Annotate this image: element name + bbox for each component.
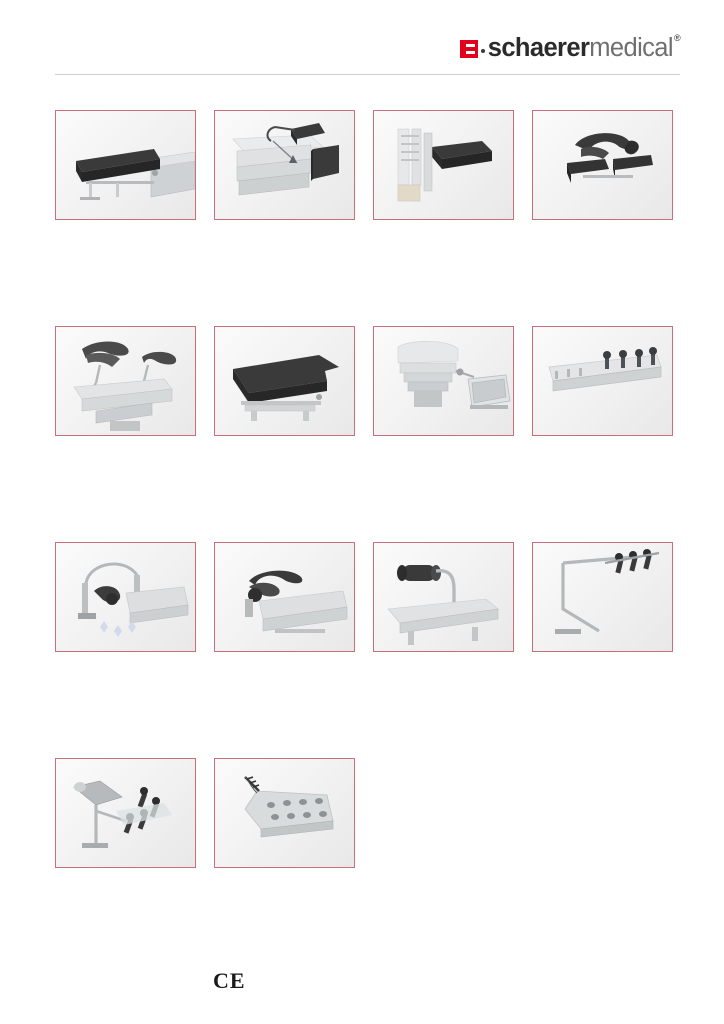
ot-table-head-rest-accessory-icon — [533, 111, 673, 220]
product-thumbnail-arm-support — [214, 110, 355, 220]
product-thumbnail-roller-support — [373, 542, 514, 652]
ot-table-perforated-plate-accessory-icon — [215, 759, 355, 868]
ot-table-leg-plate-accessory-icon — [56, 111, 196, 220]
product-thumbnail-extension-arm — [532, 542, 673, 652]
product-thumbnail-side-rail-clamp-bar — [532, 326, 673, 436]
product-thumbnail-leg-plate — [55, 110, 196, 220]
product-thumbnail-traction-frame — [55, 758, 196, 868]
product-thumbnail-shoulder-support — [55, 542, 196, 652]
product-thumbnail-head-clamp — [214, 542, 355, 652]
product-thumbnail-collection-tray — [373, 326, 514, 436]
ot-table-roller-support-accessory-icon — [374, 543, 514, 652]
brand-name-bold: schaerer — [487, 34, 590, 62]
ot-table-seat-plate-accessory-icon — [215, 327, 355, 436]
header-divider — [55, 74, 680, 75]
product-thumbnail-leg-holder-pair — [55, 326, 196, 436]
image-row — [55, 758, 675, 868]
brand-logo — [460, 33, 680, 62]
schaerer-square-logo-icon — [460, 40, 478, 58]
image-row — [55, 326, 675, 436]
brand-wordmark — [487, 33, 680, 62]
image-row — [55, 110, 675, 220]
ot-table-leg-holder-pair-accessory-icon — [56, 327, 196, 436]
product-thumbnail-perforated-plate — [214, 758, 355, 868]
product-thumbnail-head-rest — [532, 110, 673, 220]
ot-table-arm-support-accessory-icon — [215, 111, 355, 220]
ot-table-side-rail-clamp-bar-accessory-icon — [533, 327, 673, 436]
ot-table-traction-frame-accessory-icon — [56, 759, 196, 868]
image-row — [55, 542, 675, 652]
ot-table-shoulder-support-accessory-icon — [56, 543, 196, 652]
row-gap — [55, 220, 675, 326]
row-gap — [55, 436, 675, 542]
ot-table-extension-arm-accessory-icon — [533, 543, 673, 652]
registered-trademark: ® — [673, 33, 680, 43]
ot-table-collection-tray-accessory-icon — [374, 327, 514, 436]
row-gap — [55, 652, 675, 758]
product-image-grid — [55, 110, 675, 868]
ot-table-side-pad-accessory-icon — [374, 111, 514, 220]
ce-mark: CE — [213, 968, 246, 993]
logo-dot-icon — [481, 49, 485, 53]
brand-name-light: medical — [589, 34, 673, 62]
product-thumbnail-seat-plate — [214, 326, 355, 436]
product-thumbnail-side-pad — [373, 110, 514, 220]
ot-table-head-clamp-accessory-icon — [215, 543, 355, 652]
